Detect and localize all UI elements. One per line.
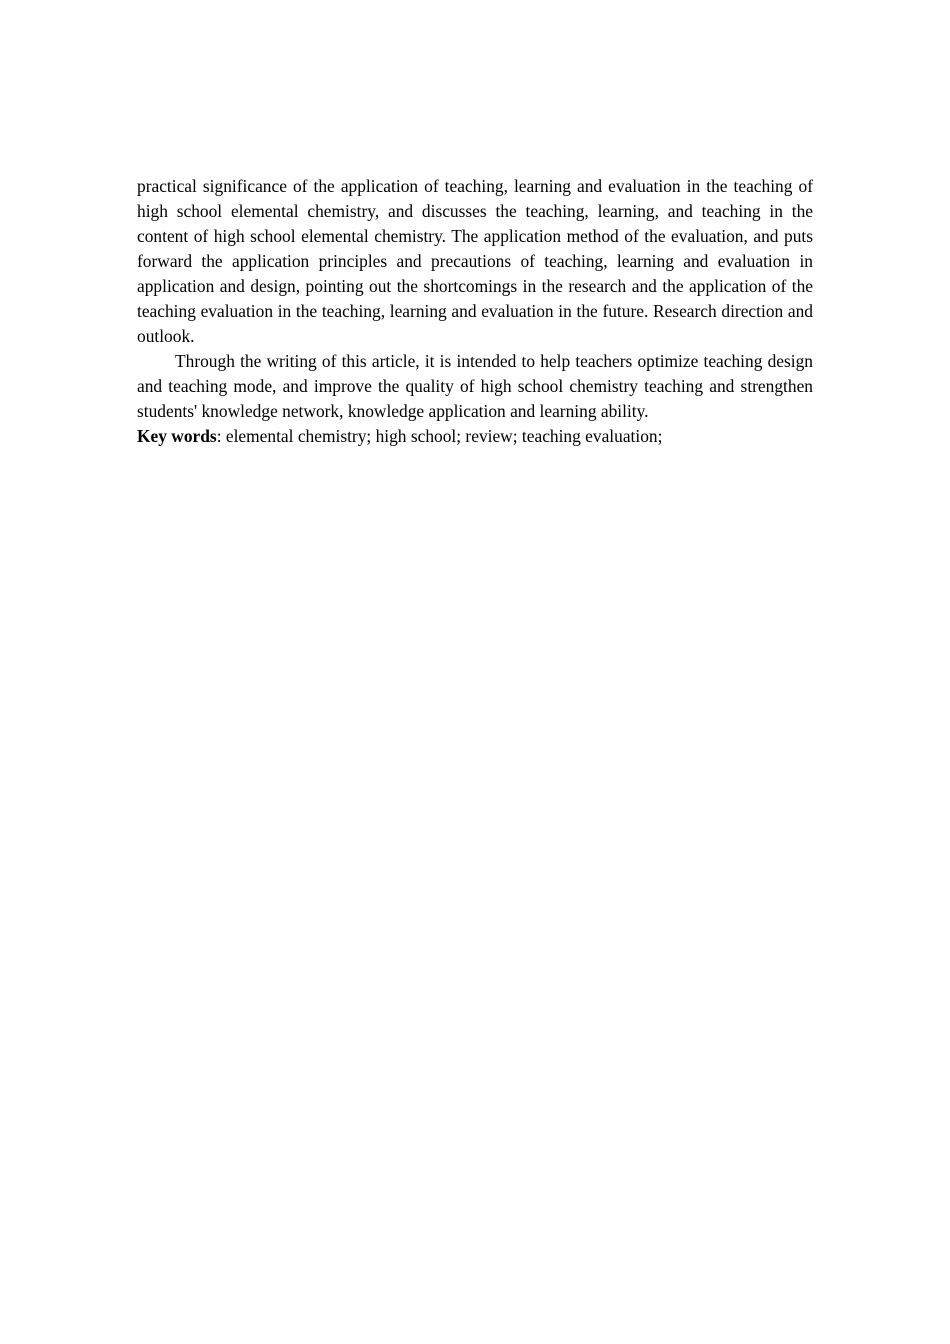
keywords-line	[137, 424, 813, 449]
keywords-label: Key words	[137, 426, 217, 446]
keywords-text: : elemental chemistry; high school; review; teaching evaluation;	[216, 426, 663, 446]
abstract-body	[137, 174, 813, 449]
abstract-paragraph: Through the writing of this article, it is intended to help teachers optimize teaching design and teaching mode, and improve the quality of high school chemistry teaching and strengthen students' knowledge network, knowledge application and learning ability.	[137, 351, 813, 421]
abstract-paragraph: practical significance of the application of teaching, learning and evaluation in the teaching of high school elemental chemistry, and discusses the teaching, learning, and teaching in the content of high school elemental chemistry. The application method of the evaluation, and puts forward the application principles and precautions of teaching, learning and evaluation in application and design, pointing out the shortcomings in the research and the application of the teaching evaluation in the teaching, learning and evaluation in the future. Research direction and outlook.	[137, 176, 813, 346]
